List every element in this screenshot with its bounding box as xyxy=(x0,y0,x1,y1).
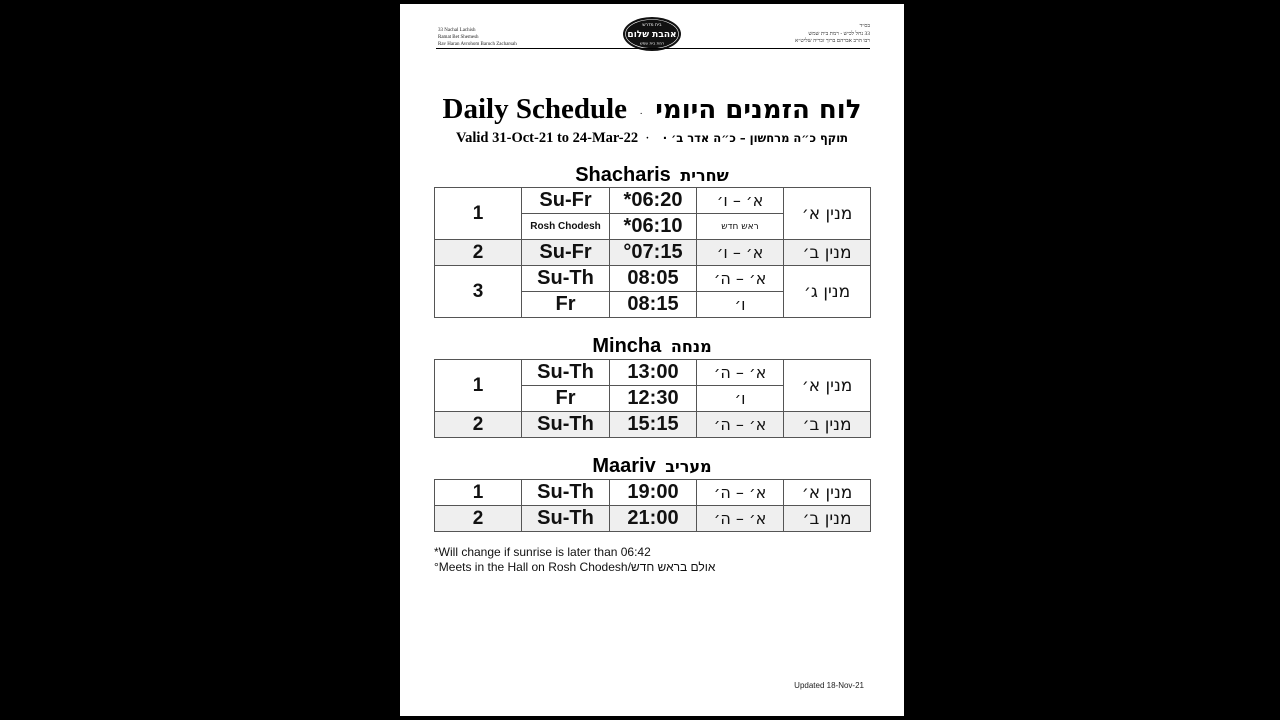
header-left-line: Rav Haran Avrohom Baruch Zacharsah xyxy=(438,42,517,47)
minyan-number: 3 xyxy=(435,266,522,318)
hebrew-days-cell: א׳ – ה׳ xyxy=(697,360,784,386)
validity-hebrew: תוקף כ״ה מרחשון – כ״ה אדר ב׳ · xyxy=(662,131,849,145)
minyan-number: 1 xyxy=(435,480,522,506)
maariv-heading-english: Maariv xyxy=(592,455,656,477)
footnote-hall: °Meets in the Hall on Rosh Chodesh/אולם בראש חדש xyxy=(434,560,716,574)
shacharis-table xyxy=(434,187,871,318)
maariv-table xyxy=(434,479,871,532)
title-separator: · xyxy=(639,108,643,120)
time-cell: 13:00 xyxy=(610,360,697,386)
time-cell: 19:00 xyxy=(610,480,697,506)
hebrew-days-cell: א׳ – ה׳ xyxy=(697,506,784,532)
table-row xyxy=(435,506,871,532)
mincha-heading-hebrew: מנחה xyxy=(670,337,712,356)
maariv-heading xyxy=(400,455,904,478)
validity-separator: · xyxy=(645,133,650,145)
table-row xyxy=(435,412,871,438)
header-right-line: 33 נחל לכיש - רמת בית שמש xyxy=(808,30,870,37)
validity-line xyxy=(400,130,904,147)
minyan-number: 1 xyxy=(435,188,522,240)
days-cell: Rosh Chodesh xyxy=(522,214,610,240)
time-cell: *06:20 xyxy=(610,188,697,214)
maariv-heading-hebrew: מעריב xyxy=(665,457,712,476)
shacharis-heading-english: Shacharis xyxy=(575,164,671,186)
updated-date: Updated 18-Nov-21 xyxy=(794,681,864,690)
header-address-hebrew xyxy=(650,23,870,46)
time-cell: °07:15 xyxy=(610,240,697,266)
minyan-label: מנין ב׳ xyxy=(784,506,871,532)
validity-english: Valid 31-Oct-21 to 24-Mar-22 xyxy=(455,130,639,146)
days-cell: Su-Th xyxy=(522,412,610,438)
header-left-line: 33 Nachal Lachish xyxy=(438,28,476,33)
title-english: Daily Schedule xyxy=(442,93,628,125)
header-right-line: רבו הרב אברהם ברוך זכריה שליט״א xyxy=(794,38,870,44)
hebrew-days-cell: א׳ – ה׳ xyxy=(697,480,784,506)
table-row xyxy=(435,266,871,292)
hebrew-days-cell: ו׳ xyxy=(697,292,784,318)
header-address-english xyxy=(438,27,598,48)
days-cell: Su-Fr xyxy=(522,240,610,266)
footnote-sunrise: *Will change if sunrise is later than 06:42 xyxy=(434,545,651,559)
days-cell: Fr xyxy=(522,386,610,412)
mincha-heading xyxy=(400,335,904,358)
logo-top-text: בית מדרש xyxy=(642,23,662,28)
logo-main-text: אהבת שלום xyxy=(627,30,677,40)
footnotes xyxy=(434,545,715,575)
time-cell: 21:00 xyxy=(610,506,697,532)
table-row xyxy=(435,188,871,214)
days-cell: Su-Th xyxy=(522,480,610,506)
time-cell: 08:15 xyxy=(610,292,697,318)
page-title xyxy=(400,93,904,126)
time-cell: 15:15 xyxy=(610,412,697,438)
minyan-label: מנין ב׳ xyxy=(784,412,871,438)
days-cell: Su-Th xyxy=(522,360,610,386)
mincha-table xyxy=(434,359,871,438)
hebrew-days-cell: ו׳ xyxy=(697,386,784,412)
schedule-page xyxy=(400,4,904,716)
minyan-label: מנין א׳ xyxy=(784,360,871,412)
hebrew-days-cell: ראש חדש xyxy=(697,214,784,240)
minyan-label: מנין א׳ xyxy=(784,188,871,240)
header-right-line: בס״ד xyxy=(859,23,870,29)
days-cell: Su-Th xyxy=(522,266,610,292)
minyan-number: 2 xyxy=(435,240,522,266)
title-hebrew: לוח הזמנים היומי xyxy=(655,95,862,125)
logo-bottom-text: רמת בית שמש xyxy=(639,40,665,46)
hebrew-days-cell: א׳ – ו׳ xyxy=(697,188,784,214)
header-divider xyxy=(436,48,870,49)
hebrew-days-cell: א׳ – ו׳ xyxy=(697,240,784,266)
table-row xyxy=(435,240,871,266)
table-row xyxy=(435,360,871,386)
hebrew-days-cell: א׳ – ה׳ xyxy=(697,412,784,438)
minyan-label: מנין ג׳ xyxy=(784,266,871,318)
minyan-number: 1 xyxy=(435,360,522,412)
time-cell: 12:30 xyxy=(610,386,697,412)
minyan-number: 2 xyxy=(435,506,522,532)
time-cell: 08:05 xyxy=(610,266,697,292)
days-cell: Su-Th xyxy=(522,506,610,532)
shacharis-heading-hebrew: שחרית xyxy=(680,166,729,185)
header-left-line: Ramat Bet Shemesh xyxy=(438,35,479,40)
minyan-label: מנין ב׳ xyxy=(784,240,871,266)
hebrew-days-cell: א׳ – ה׳ xyxy=(697,266,784,292)
shacharis-heading xyxy=(400,164,904,187)
time-cell: *06:10 xyxy=(610,214,697,240)
table-row xyxy=(435,480,871,506)
days-cell: Fr xyxy=(522,292,610,318)
days-cell: Su-Fr xyxy=(522,188,610,214)
mincha-heading-english: Mincha xyxy=(592,335,662,357)
minyan-label: מנין א׳ xyxy=(784,480,871,506)
minyan-number: 2 xyxy=(435,412,522,438)
